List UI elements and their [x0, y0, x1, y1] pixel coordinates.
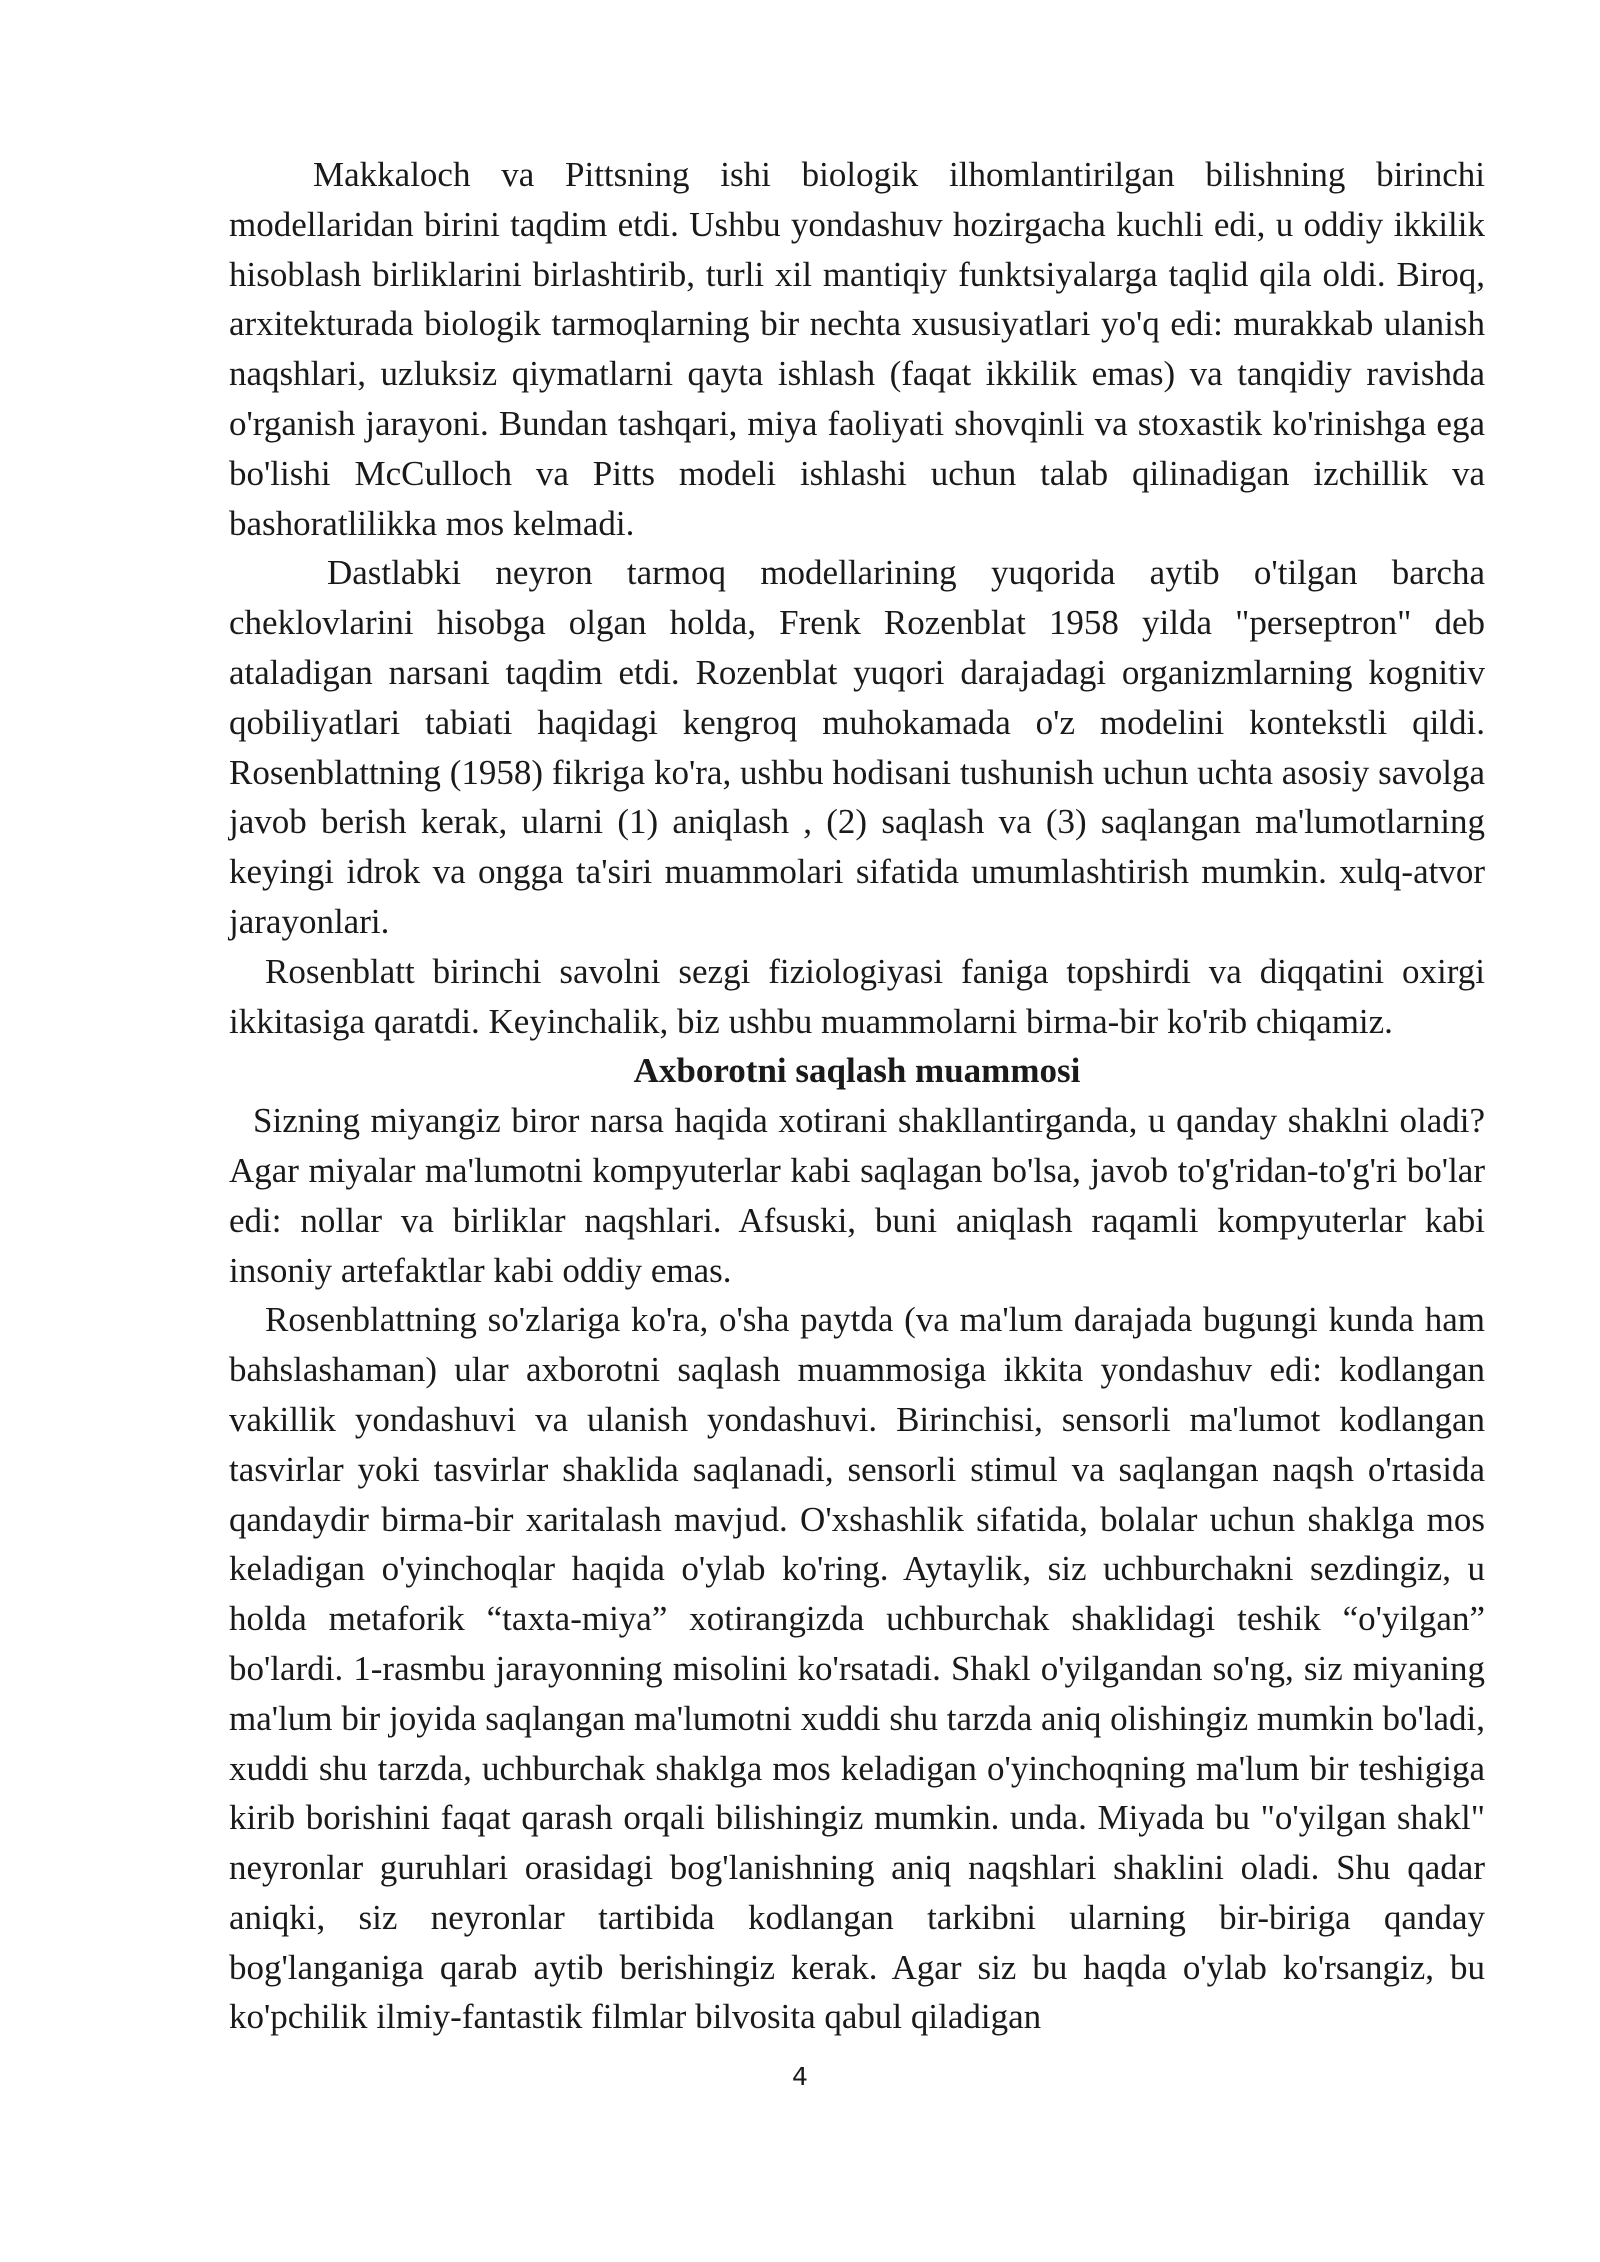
section-heading: Axborotni saqlash muammosi — [633, 1051, 1081, 1091]
paragraph-storage-approaches: Rosenblattning so'zlariga ko'ra, o'sha paytda (va ma'lum darajada bugungi kunda ham bahslashaman) ular axborotni saqlash muammosiga ikkita yondashuv edi: kodlangan vakillik yondashuvi va ulanish yondashuvi. Birinchisi, sensorli ma'lumot kodlangan tasvirlar yoki tasvirlar shaklida saqlanadi, sensorli stimul va saqlangan naqsh o'rtasida qandaydir birma-bir xaritalash mavjud. O'xshashlik sifatida, bolalar uchun shaklga mos keladigan o'yinchoqlar haqida o'ylab ko'ring. Aytaylik, siz uchburchakni sezdingiz, u holda metaforik “taxta-miya” xotirangizda uchburchak shaklidagi teshik “o'yilgan” bo'lardi. 1-rasmbu jarayonning misolini ko'rsatadi. Shakl o'yilgandan so'ng, siz miyaning ma'lum bir joyida saqlangan ma'lumotni xuddi shu tarzda aniq olishingiz mumkin bo'ladi, xuddi shu tarzda, uchburchak shaklga mos keladigan o'yinchoqning ma'lum bir teshigiga kirib borishini faqat qarash orqali bilishingiz mumkin. unda. Miyada bu "o'yilgan shakl" neyronlar guruhlari orasidagi bog'lanishning aniq naqshlari shaklini oladi. Shu qadar aniqki, siz neyronlar tartibida kodlangan tarkibni ularning bir-biriga qanday bog'langaniga qarab aytib berishingiz kerak. Agar siz bu haqda o'ylab ko'rsangiz, bu ko'pchilik ilmiy-fantastik filmlar bilvosita qabul qiladigan — [229, 1300, 1485, 2037]
paragraph-mcculloch-pitts: Makkaloch va Pittsning ishi biologik ilhomlantirilgan bilishning birinchi modellaridan birini taqdim etdi. Ushbu yondashuv hozirgacha kuchli edi, u oddiy ikkilik hisoblash birliklarini birlashtirib, turli xil mantiqiy funktsiyalarga taqlid qila oldi. Biroq, arxitekturada biologik tarmoqlarning bir nechta xususiyatlari yo'q edi: murakkab ulanish naqshlari, uzluksiz qiymatlarni qayta ishlash (faqat ikkilik emas) va tanqidiy ravishda o'rganish jarayoni. Bundan tashqari, miya faoliyati shovqinli va stoxastik ko'rinishga ega bo'lishi McCulloch va Pitts modeli ishlashi uchun talab qilinadigan izchillik va bashoratlilikka mos kelmadi. — [229, 155, 1485, 543]
page-body — [229, 150, 1485, 2042]
paragraph-rosenblatt-questions: Rosenblatt birinchi savolni sezgi fiziologiyasi faniga topshirdi va diqqatini oxirgi ikkitasiga qaratdi. Keyinchalik, biz ushbu muammolarni birma-bir ko'rib chiqamiz. — [229, 951, 1485, 1041]
page-number: 4 — [792, 2062, 808, 2091]
paragraph-perceptron: Dastlabki neyron tarmoq modellarining yuqorida aytib o'tilgan barcha cheklovlarini hisobga olgan holda, Frenk Rozenblat 1958 yilda "perseptron" deb ataladigan narsani taqdim etdi. Rozenblat yuqori darajadagi organizmlarning kognitiv qobiliyatlari tabiati haqidagi kengroq muhokamada o'z modelini kontekstli qildi. Rosenblattning (1958) fikriga ko'ra, ushbu hodisani tushunish uchun uchta asosiy savolga javob berish kerak, ularni (1) aniqlash , (2) saqlash va (3) saqlangan ma'lumotlarning keyingi idrok va ongga ta'siri muammolari sifatida umumlashtirish mumkin. xulq-atvor jarayonlari. — [229, 553, 1485, 941]
paragraph-memory-form: Sizning miyangiz biror narsa haqida xotirani shakllantirganda, u qanday shaklni oladi? Agar miyalar ma'lumotni kompyuterlar kabi saqlagan bo'lsa, javob to'g'ridan-to'g'ri bo'lar edi: nollar va birliklar naqshlari. Afsuski, buni aniqlash raqamli kompyuterlar kabi insoniy artefaktlar kabi oddiy emas. — [229, 1101, 1485, 1290]
